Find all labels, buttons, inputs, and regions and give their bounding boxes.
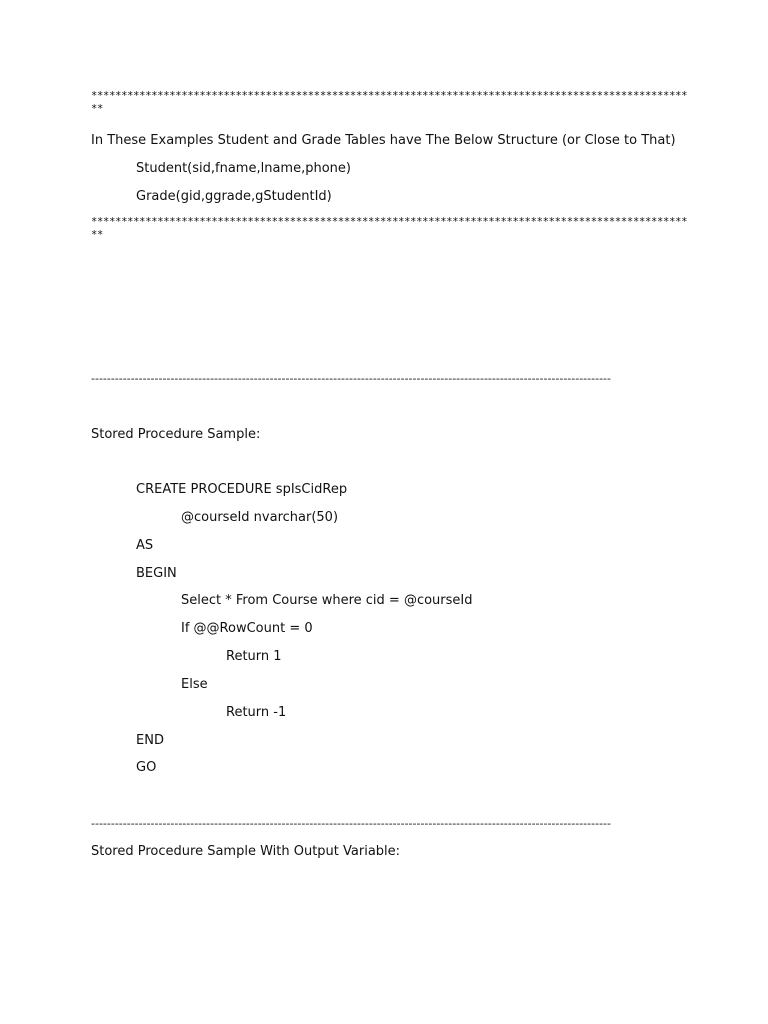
student-table-definition: Student(sid,fname,lname,phone) [136,161,351,176]
intro-text: In These Examples Student and Grade Tables have The Below Structure (or Close to That) [91,133,676,148]
section-heading-output-variable: Stored Procedure Sample With Output Variable: [91,844,401,859]
code-line: Else [181,677,208,692]
star-separator-top: ***************************************************************************************************** [91,90,688,115]
section-heading-stored-procedure: Stored Procedure Sample: [91,427,261,442]
dash-separator-1: ----------------------------------------------------------------------------------------------------------------------------------- [91,372,611,385]
code-line: @courseId nvarchar(50) [181,510,339,525]
code-line: CREATE PROCEDURE spIsCidRep [136,482,348,497]
code-line: AS [136,538,154,553]
code-line: If @@RowCount = 0 [181,621,313,636]
code-line: END [136,733,164,748]
grade-table-definition: Grade(gid,ggrade,gStudentId) [136,189,332,204]
code-line: Return -1 [226,705,287,720]
code-line: Return 1 [226,649,282,664]
code-line: BEGIN [136,566,177,581]
code-line: GO [136,760,157,775]
code-line: Select * From Course where cid = @courseId [181,593,473,608]
star-separator-bottom: ***************************************************************************************************** [91,216,688,241]
dash-separator-2: ----------------------------------------------------------------------------------------------------------------------------------- [91,817,611,830]
